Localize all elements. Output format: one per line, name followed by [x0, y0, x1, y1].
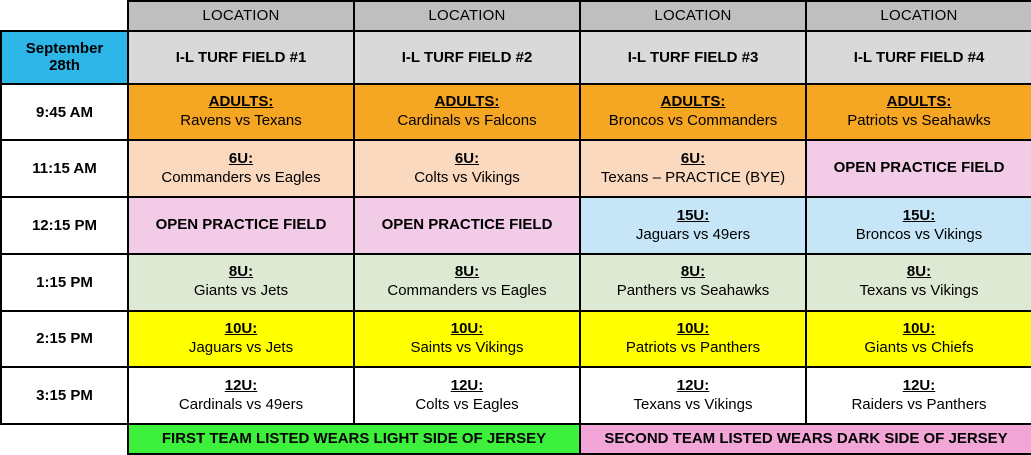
schedule-row [1, 197, 1031, 254]
age-group-label: 6U: [454, 150, 480, 168]
matchup-label: Broncos vs Vikings [855, 225, 983, 243]
age-group-label: 12U: [676, 376, 710, 394]
age-group-label: ADULTS: [660, 93, 726, 111]
age-group-label: 10U: [902, 320, 936, 338]
game-cell [354, 311, 580, 368]
matchup-label: Commanders vs Eagles [387, 282, 547, 300]
location-header-3: LOCATION [580, 1, 806, 31]
game-cell [354, 254, 580, 311]
game-cell [806, 367, 1031, 424]
matchup-label: Colts vs Eagles [415, 395, 519, 413]
matchup-label: Texans vs Vikings [633, 395, 753, 413]
matchup-label: Raiders vs Panthers [851, 395, 987, 413]
matchup-label: Jaguars vs Jets [188, 338, 294, 356]
schedule-row [1, 254, 1031, 311]
age-group-label: ADULTS: [886, 93, 952, 111]
age-group-label: 8U: [680, 263, 706, 281]
game-cell [580, 197, 806, 254]
open-practice-cell: OPEN PRACTICE FIELD [354, 197, 580, 254]
age-group-label: 15U: [902, 206, 936, 224]
age-group-label: ADULTS: [434, 93, 500, 111]
matchup-label: Giants vs Chiefs [864, 338, 974, 356]
game-cell [806, 254, 1031, 311]
age-group-label: 10U: [676, 320, 710, 338]
game-cell [580, 254, 806, 311]
matchup-label: Panthers vs Seahawks [616, 282, 770, 300]
age-group-label: 10U: [450, 320, 484, 338]
field-header-1: I-L TURF FIELD #1 [128, 31, 354, 84]
matchup-label: Saints vs Vikings [410, 338, 524, 356]
matchup-label: Ravens vs Texans [180, 112, 302, 130]
date-badge [1, 31, 128, 84]
age-group-label: 6U: [680, 150, 706, 168]
matchup-label: Patriots vs Panthers [625, 338, 761, 356]
schedule-row [1, 367, 1031, 424]
age-group-label: 8U: [906, 263, 932, 281]
date-day: 28th [49, 57, 80, 75]
time-label: 2:15 PM [1, 311, 128, 368]
game-cell [806, 84, 1031, 141]
age-group-label: 12U: [450, 376, 484, 394]
game-cell [354, 367, 580, 424]
matchup-label: Giants vs Jets [193, 282, 289, 300]
matchup-label: Cardinals vs 49ers [178, 395, 304, 413]
matchup-label: Jaguars vs 49ers [635, 225, 751, 243]
matchup-label: Broncos vs Commanders [608, 112, 778, 130]
field-header-4: I-L TURF FIELD #4 [806, 31, 1031, 84]
matchup-label: Texans – PRACTICE (BYE) [600, 168, 786, 186]
date-month: September [25, 40, 104, 58]
age-group-label: 6U: [228, 150, 254, 168]
game-cell [354, 140, 580, 197]
matchup-label: Texans vs Vikings [859, 282, 979, 300]
time-label: 12:15 PM [1, 197, 128, 254]
game-cell [580, 311, 806, 368]
light-jersey-note: FIRST TEAM LISTED WEARS LIGHT SIDE OF JERSEY [128, 424, 580, 454]
game-cell [128, 84, 354, 141]
game-cell [128, 367, 354, 424]
game-cell [580, 84, 806, 141]
header-location-row [1, 1, 1031, 31]
location-header-4: LOCATION [806, 1, 1031, 31]
location-header-1: LOCATION [128, 1, 354, 31]
game-cell [128, 140, 354, 197]
matchup-label: Colts vs Vikings [414, 168, 520, 186]
time-label: 1:15 PM [1, 254, 128, 311]
location-header-2: LOCATION [354, 1, 580, 31]
schedule-row [1, 140, 1031, 197]
jersey-legend-row [1, 424, 1031, 454]
game-cell [806, 311, 1031, 368]
age-group-label: 8U: [228, 263, 254, 281]
matchup-label: Patriots vs Seahawks [847, 112, 991, 130]
game-cell [128, 254, 354, 311]
schedule-row [1, 311, 1031, 368]
schedule-row [1, 84, 1031, 141]
game-cell [806, 197, 1031, 254]
open-practice-cell: OPEN PRACTICE FIELD [806, 140, 1031, 197]
game-cell [580, 140, 806, 197]
field-header-2: I-L TURF FIELD #2 [354, 31, 580, 84]
age-group-label: 8U: [454, 263, 480, 281]
age-group-label: 15U: [676, 206, 710, 224]
game-cell [580, 367, 806, 424]
age-group-label: 10U: [224, 320, 258, 338]
age-group-label: 12U: [224, 376, 258, 394]
field-header-3: I-L TURF FIELD #3 [580, 31, 806, 84]
dark-jersey-note: SECOND TEAM LISTED WEARS DARK SIDE OF JERSEY [580, 424, 1031, 454]
corner-blank-cell [1, 1, 128, 31]
header-field-row [1, 31, 1031, 84]
time-label: 9:45 AM [1, 84, 128, 141]
matchup-label: Commanders vs Eagles [161, 168, 321, 186]
footer-blank-cell [1, 424, 128, 454]
open-practice-cell: OPEN PRACTICE FIELD [128, 197, 354, 254]
matchup-label: Cardinals vs Falcons [397, 112, 537, 130]
age-group-label: 12U: [902, 376, 936, 394]
game-cell [354, 84, 580, 141]
time-label: 11:15 AM [1, 140, 128, 197]
game-cell [128, 311, 354, 368]
age-group-label: ADULTS: [208, 93, 274, 111]
time-label: 3:15 PM [1, 367, 128, 424]
